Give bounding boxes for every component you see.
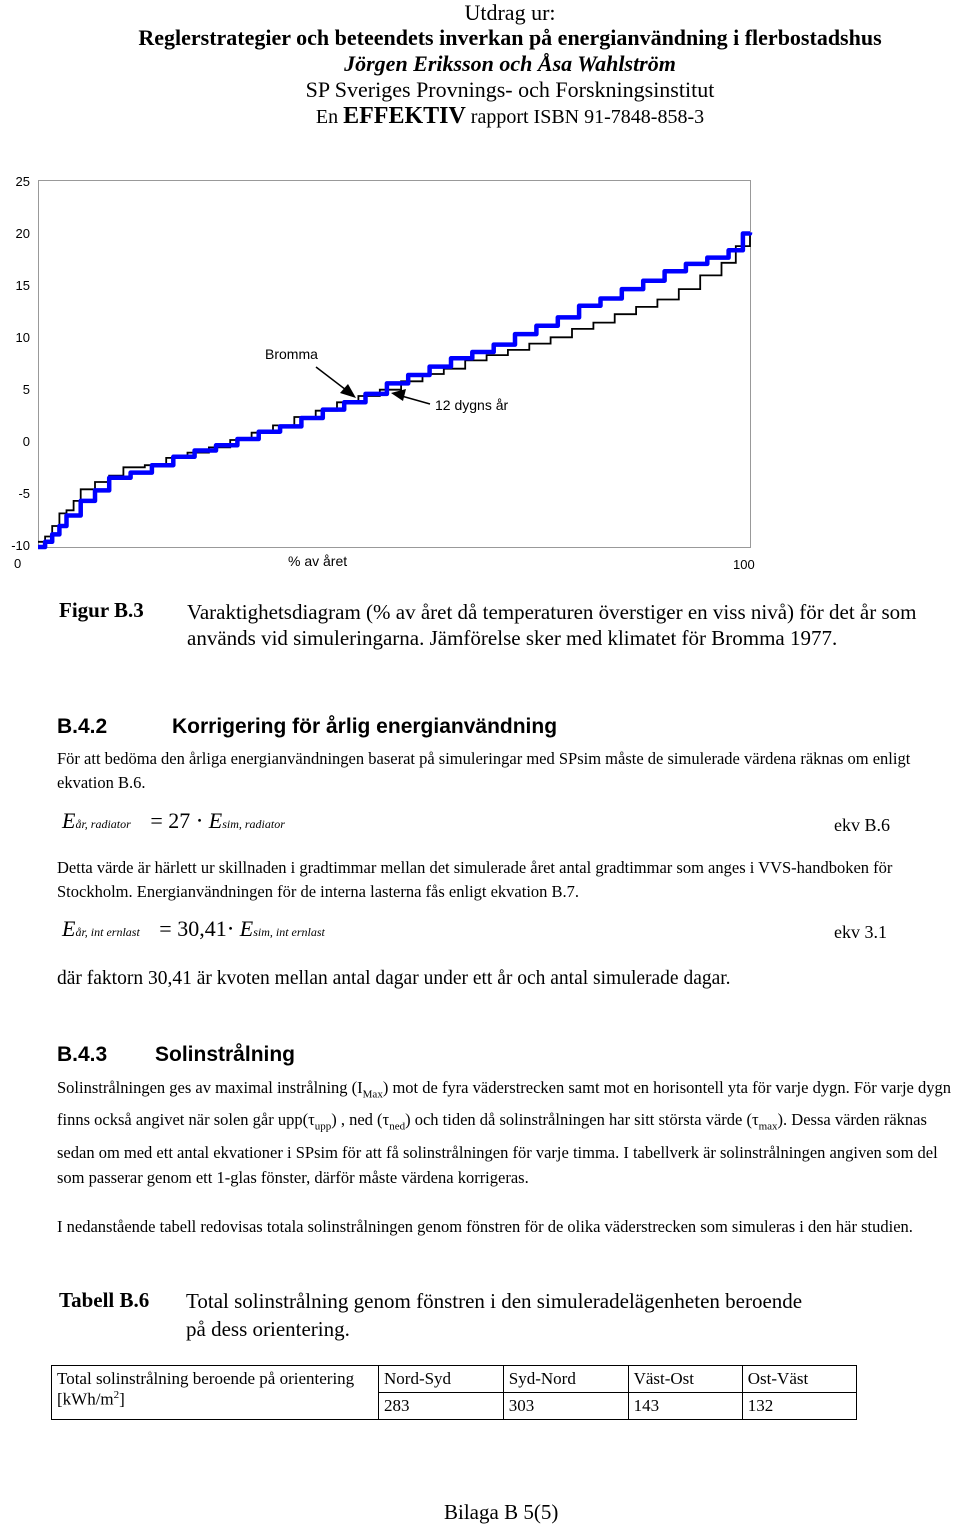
equation-number: ekv B.6 <box>834 815 890 835</box>
header-institute: SP Sveriges Provnings- och Forskningsinstitut <box>305 77 715 102</box>
table-row-header: Total solinstrålning beroende på orientering $[kWh/m^2]$ <box>52 1366 379 1420</box>
equation-number: ekv 3.1 <box>834 922 887 942</box>
page-footer: Bilaga B 5(5) <box>444 1500 559 1524</box>
annotation-12-dygns-ar: 12 dygns år <box>435 397 509 413</box>
table-cell: 303 <box>503 1393 628 1420</box>
section-title: Solinstrålning <box>155 1043 296 1066</box>
header-authors: Jörgen Eriksson och Åsa Wahlström <box>344 51 676 76</box>
header-report-title: Reglerstrategier och beteendets inverkan på energianvändning i flerbostadshus <box>138 25 882 50</box>
section-number: B.4.2 <box>57 715 108 738</box>
section-number: B.4.3 <box>57 1043 108 1066</box>
arrowhead-12-dygns <box>391 389 406 401</box>
plot-border <box>39 181 751 548</box>
equation-b7: Eår, int ernlast = 30,41⋅ Esim, int ernlast <box>62 916 325 941</box>
figure-label: Figur B.3 <box>59 598 144 622</box>
x-tick-label-start: 0 <box>14 556 22 571</box>
paragraph: där faktorn 30,41 är kvoten mellan antal dagar under ett år och antal simulerade dagar. <box>57 968 731 989</box>
section-title: Korrigering för årlig energianvändning <box>172 715 558 738</box>
x-axis-label: % av året <box>288 553 348 569</box>
duration-chart <box>38 180 753 550</box>
y-tick-label: 15 <box>15 278 30 293</box>
x-tick-label-end: 100 <box>733 557 755 572</box>
paragraph: För att bedöma den årliga energianvändningen baserat på simuleringar med SPsim måste de simulerade värdena räknas om enligt ekvation B.6. <box>57 749 911 792</box>
paragraph: Detta värde är härlett ur skillnaden i gradtimmar mellan det simulerade året antal gradtimmar som anges i VVS-handboken för Stockholm. Energianvändningen för de interna lasterna fås enligt ekvation B.7. <box>57 858 893 901</box>
y-tick-label: 10 <box>15 330 30 345</box>
table-column-header: Syd-Nord <box>503 1366 628 1393</box>
y-tick-label: -5 <box>18 486 30 501</box>
table-cell: 132 <box>742 1393 856 1420</box>
table-caption: Total solinstrålning genom fönstren i den simuleradelägenheten beroende på dess orientering. <box>186 1289 803 1341</box>
table-label: Tabell B.6 <box>59 1288 150 1312</box>
y-tick-label: 25 <box>15 174 30 189</box>
header-source-line: Utdrag ur: <box>464 0 556 25</box>
paragraph: I nedanstående tabell redovisas totala solinstrålningen genom fönstren för de olika väderstrecken som simuleras i den här studien. <box>57 1217 913 1236</box>
y-tick-label: 5 <box>22 382 30 397</box>
y-tick-label: -10 <box>11 538 30 553</box>
table-column-header: Väst-Ost <box>628 1366 742 1393</box>
solar-radiation-table <box>51 1365 857 1420</box>
y-tick-label: 0 <box>22 434 30 449</box>
table-column-header: Ost-Väst <box>742 1366 856 1393</box>
paragraph: Solinstrålningen ges av maximal instrålning $(I_{Max})$ mot de fyra väderstrecken samt mot en horisontell yta för varje dygn. För varje dygn finns också angivet när solen går $upp(\tau_{upp})$ , ned $(\tau_{ned})$ och tiden då solinstrålningen har sitt största värde $(\tau_{max})$. Dessa värden räknas sedan om med ett antal ekvationer i SPsim för att få solinstrålningen för varje timma. I tabellverk är solinstrålningen angiven som del som passerar genom ett 1-glas fönster, därför måste värdena korrigeras. <box>57 1078 951 1187</box>
header-isbn: En EFFEKTIV rapport ISBN 91-7848-858-3 <box>315 103 705 129</box>
table-cell: 283 <box>379 1393 504 1420</box>
arrowhead-bromma <box>340 384 356 398</box>
table-column-header: Nord-Syd <box>379 1366 504 1393</box>
figure-caption: Varaktighetsdiagram (% av året då temperaturen överstiger en viss nivå) för det år som används vid simuleringarna. Jämförelse sker med klimatet för Bromma 1977. <box>187 600 917 650</box>
equation-b6: Eår, radiator = 27 ⋅ Esim, radiator <box>62 808 285 833</box>
annotation-bromma: Bromma <box>265 346 318 362</box>
y-tick-label: 20 <box>15 226 30 241</box>
table-cell: 143 <box>628 1393 742 1420</box>
